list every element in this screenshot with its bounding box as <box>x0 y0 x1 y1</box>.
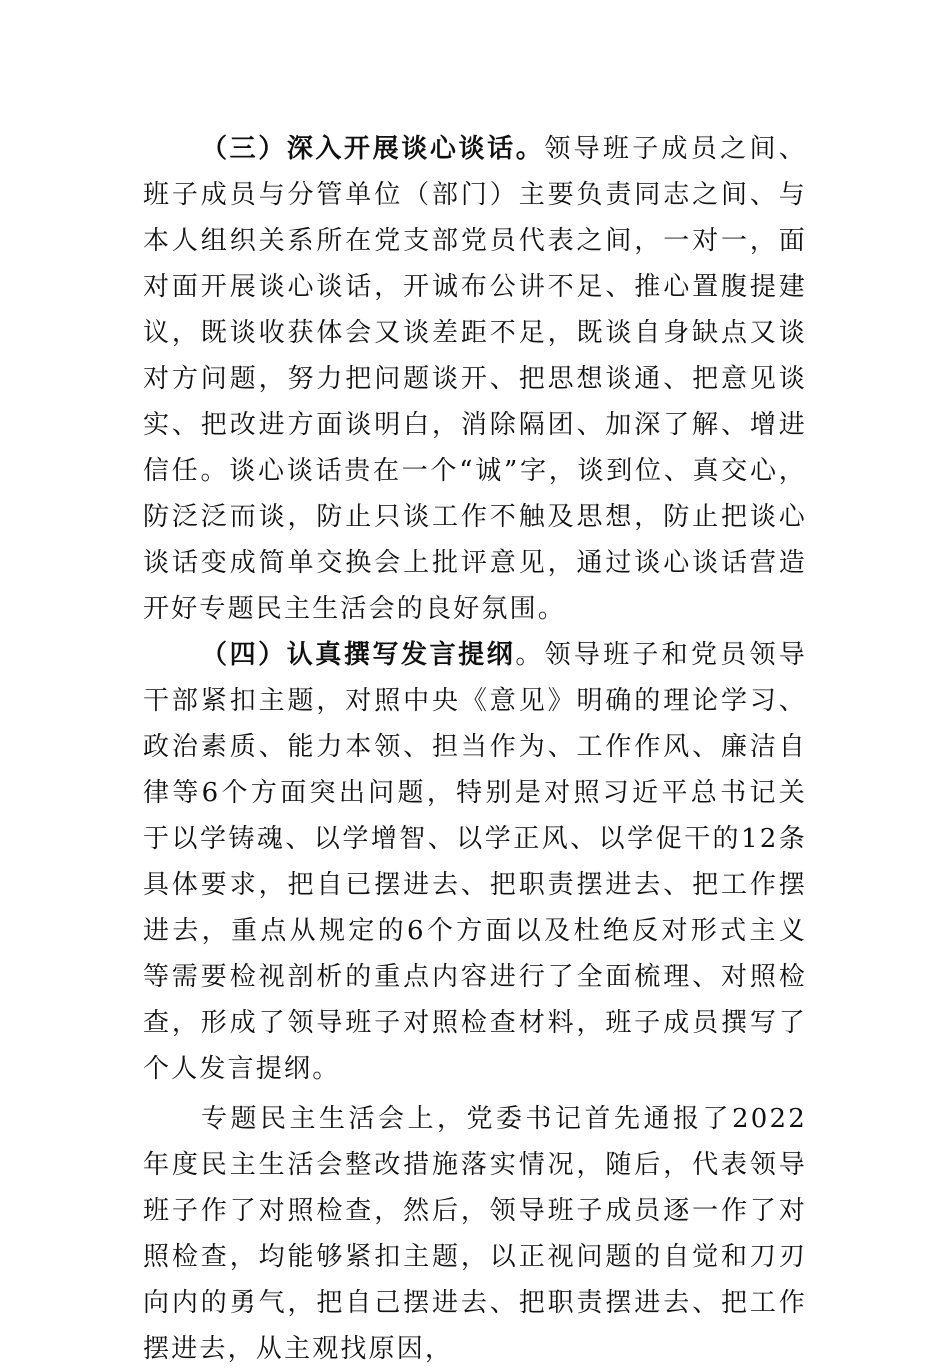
paragraph-heart-to-heart-talks <box>143 126 807 632</box>
paragraph-body: 。领导班子和党员领导干部紧扣主题，对照中央《意见》明确的理论学习、政治素质、能力本领、担当作为、工作作风、廉洁自律等6个方面突出问题，特别是对照习近平总书记关于以学铸魂、以学增智、以学正风、以学促干的12条具体要求，把自已摆进去、把职责摆进去、把工作摆进去，重点从规定的6个方面以及杜绝反对形式主义等需要检视剖析的重点内容进行了全面梳理、对照检查，形成了领导班子对照检查材料，班子成员撰写了个人发言提纲。 <box>143 640 807 1084</box>
paragraph-body: 专题民主生活会上，党委书记首先通报了2022年度民主生活会整改措施落实情况，随后，代表领导班子作了对照检查，然后，领导班子成员逐一作了对照检查，均能够紧扣主题，以正视问题的自觉和刀刃向内的勇气，把自己摆进去、把职责摆进去、把工作摆进去，从主观找原因， <box>143 1104 807 1364</box>
section-heading-3: （三）深入开展谈心谈话。 <box>201 134 545 164</box>
paragraph-speech-outline <box>143 632 807 1092</box>
paragraph-meeting-summary <box>143 1096 807 1372</box>
paragraph-body: 领导班子成员之间、班子成员与分管单位（部门）主要负责同志之间、与本人组织关系所在党支部党员代表之间，一对一，面对面开展谈心谈话，开诚布公讲不足、推心置腹提建议，既谈收获体会又谈差距不足，既谈自身缺点又谈对方问题，努力把问题谈开、把思想谈通、把意见谈实、把改进方面谈明白，消除隔团、加深了解、增进信任。谈心谈话贵在一个“诚”字，谈到位、真交心，防泛泛而谈，防止只谈工作不触及思想，防止把谈心谈话变成简单交换会上批评意见，通过谈心谈话营造开好专题民主生活会的良好氛围。 <box>143 134 807 624</box>
document-page <box>143 126 807 1372</box>
section-heading-4: （四）认真撰写发言提纲 <box>201 640 516 670</box>
